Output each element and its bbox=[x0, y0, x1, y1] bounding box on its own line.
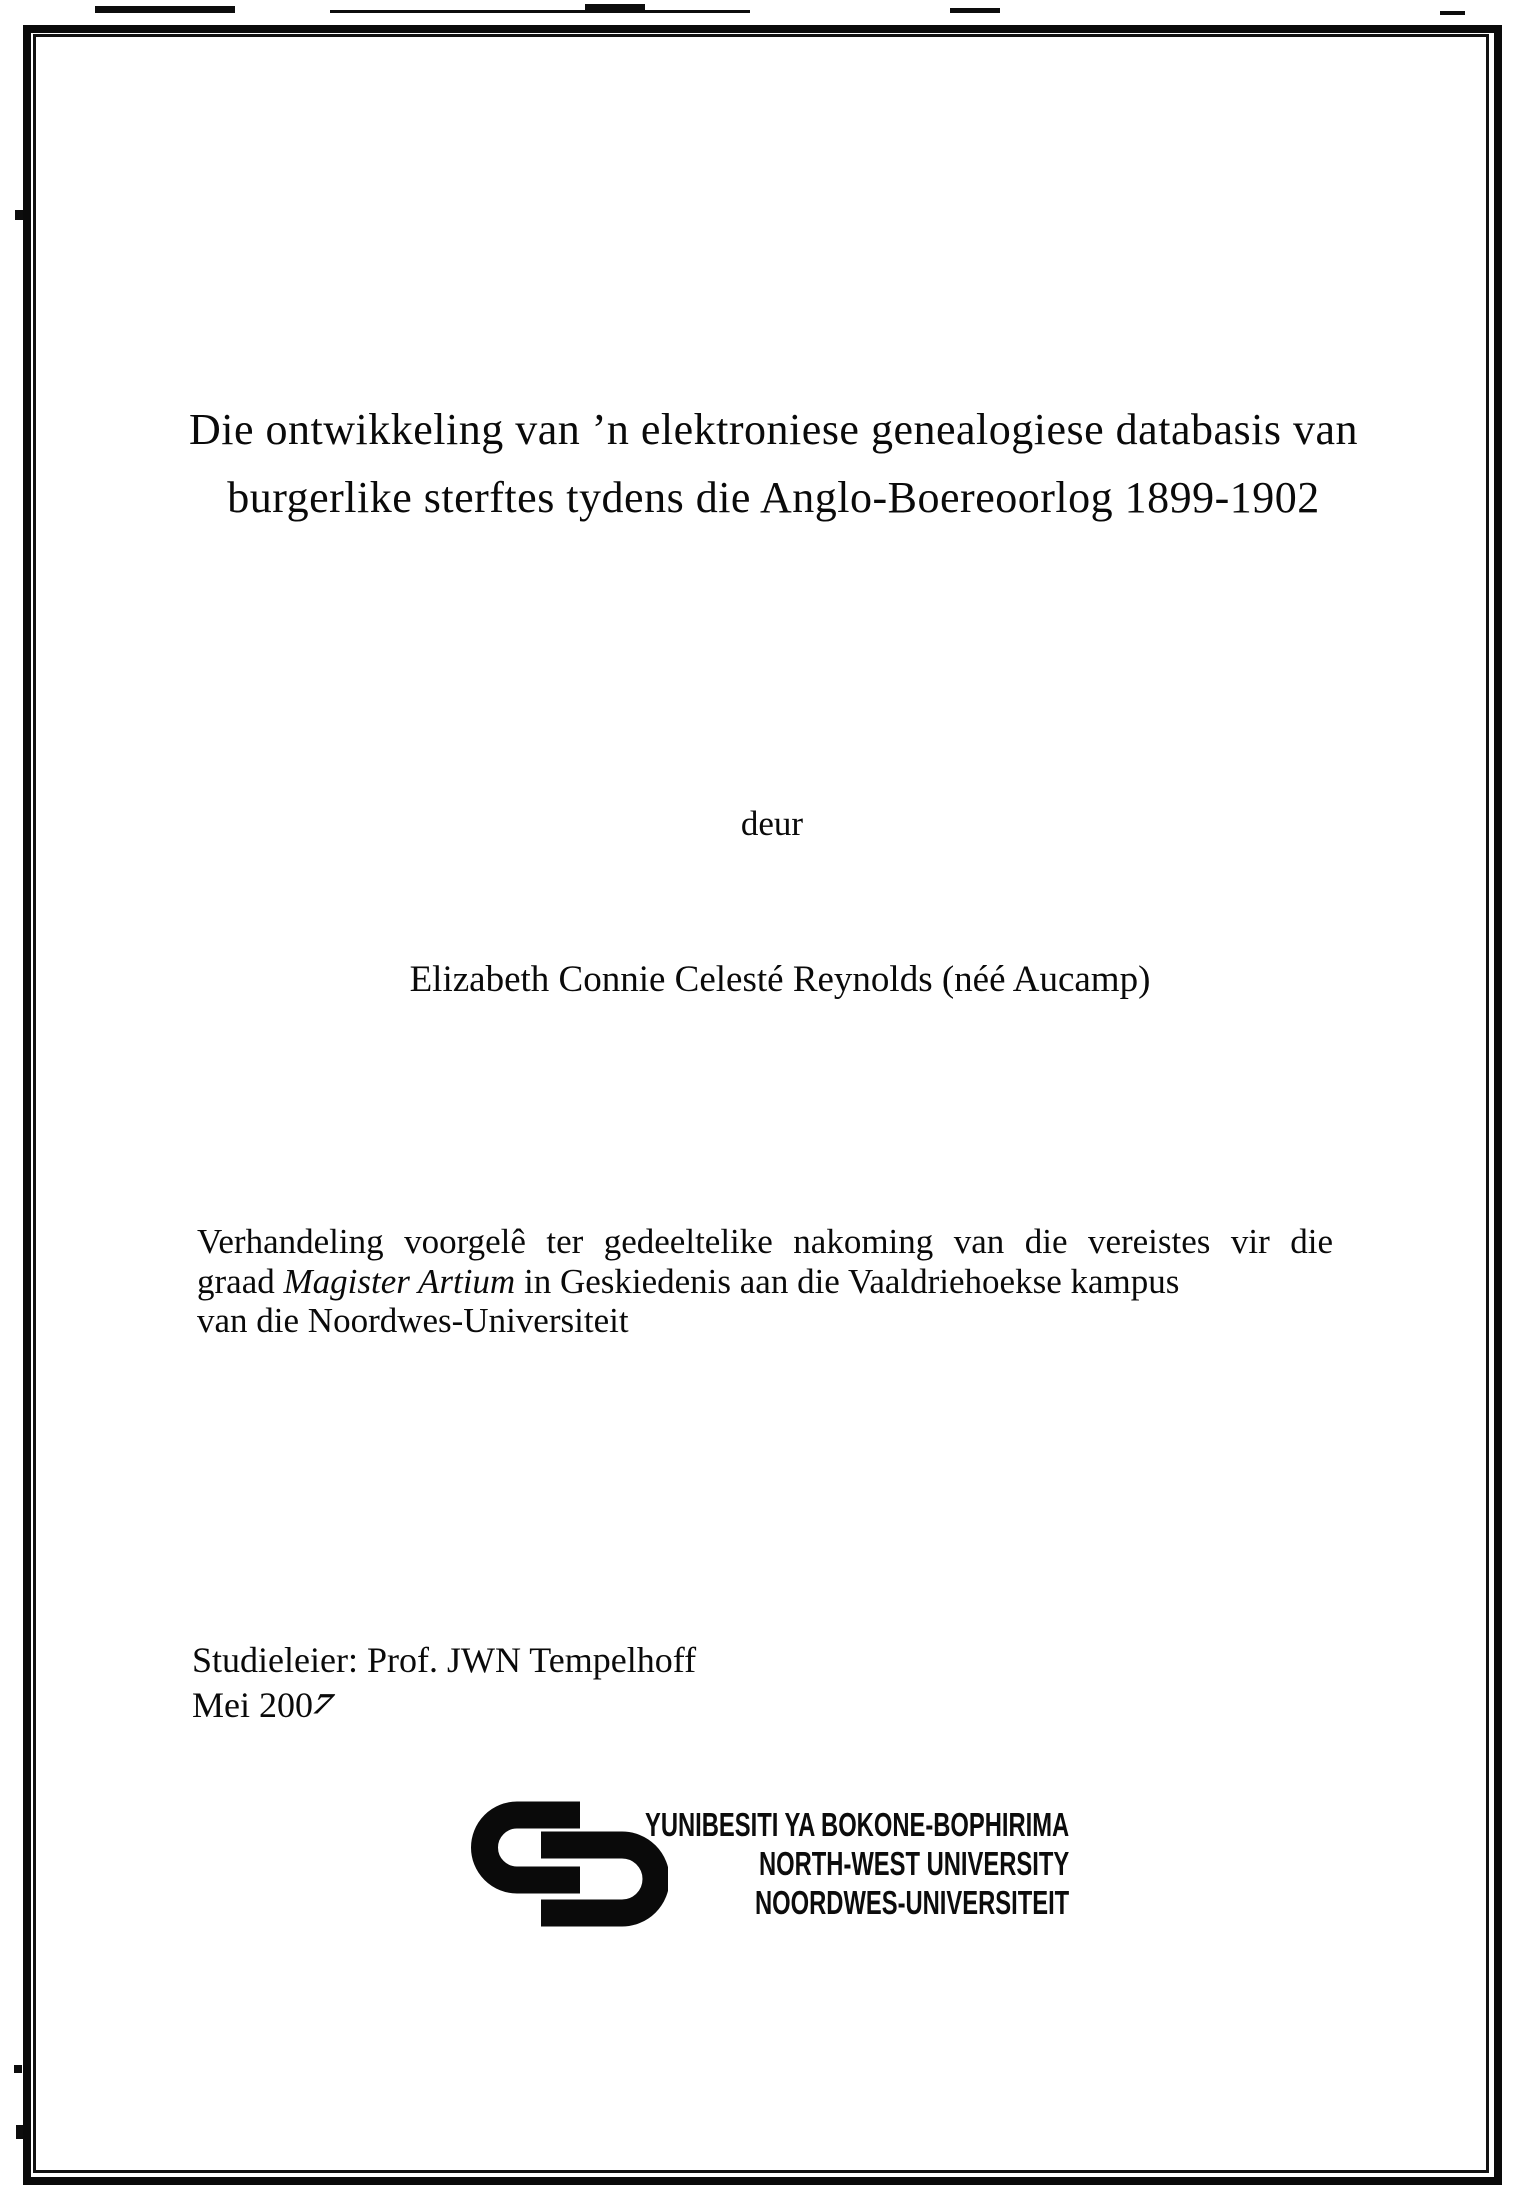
degree-statement-line2-post: in Geskiedenis aan die Vaaldriehoekse kampus bbox=[515, 1261, 1180, 1301]
supervisor-block bbox=[192, 1638, 696, 1728]
degree-statement-line3: van die Noordwes-Universiteit bbox=[197, 1301, 629, 1340]
scan-artifact bbox=[14, 2065, 22, 2073]
degree-statement-line1: Verhandeling voorgelê ter gedeeltelike nakoming van die vereistes vir die bbox=[197, 1222, 1333, 1261]
scan-artifact bbox=[15, 210, 23, 220]
thesis-title-line2: burgerlike sterftes tydens die Anglo-Boereoorlog 1899-1902 bbox=[227, 473, 1320, 522]
nwu-logo-text-english: NORTH-WEST UNIVERSITY bbox=[758, 1845, 1070, 1882]
date-line bbox=[192, 1683, 696, 1728]
degree-statement bbox=[197, 1222, 1333, 1341]
scan-artifact bbox=[330, 10, 750, 13]
date-digit-seven: 7 bbox=[306, 1687, 340, 1720]
scan-artifact bbox=[95, 6, 235, 13]
date-prefix: Mei 200 bbox=[192, 1685, 313, 1725]
thesis-title-line1: Die ontwikkeling van ’n elektroniese genealogiese databasis van bbox=[188, 405, 1358, 454]
scan-artifact bbox=[585, 4, 645, 13]
nwu-logo-text bbox=[594, 1805, 1069, 1922]
author-name: Elizabeth Connie Celesté Reynolds (néé Aucamp) bbox=[409, 959, 1151, 1000]
supervisor-line: Studieleier: Prof. JWN Tempelhoff bbox=[192, 1640, 697, 1680]
nwu-logo-text-setswana: YUNIBESITI YA BOKONE-BOPHIRIMA bbox=[644, 1806, 1070, 1843]
degree-name-italic: Magister Artium bbox=[283, 1261, 516, 1301]
scan-artifact bbox=[950, 8, 1000, 13]
nwu-logo-text-afrikaans: NOORDWES-UNIVERSITEIT bbox=[755, 1884, 1070, 1921]
scan-artifact bbox=[1440, 11, 1465, 15]
byline-deur: deur bbox=[740, 804, 804, 843]
degree-statement-line2-pre: graad bbox=[197, 1261, 284, 1301]
degree-statement-line2 bbox=[197, 1262, 1333, 1302]
thesis-title bbox=[60, 396, 1487, 532]
